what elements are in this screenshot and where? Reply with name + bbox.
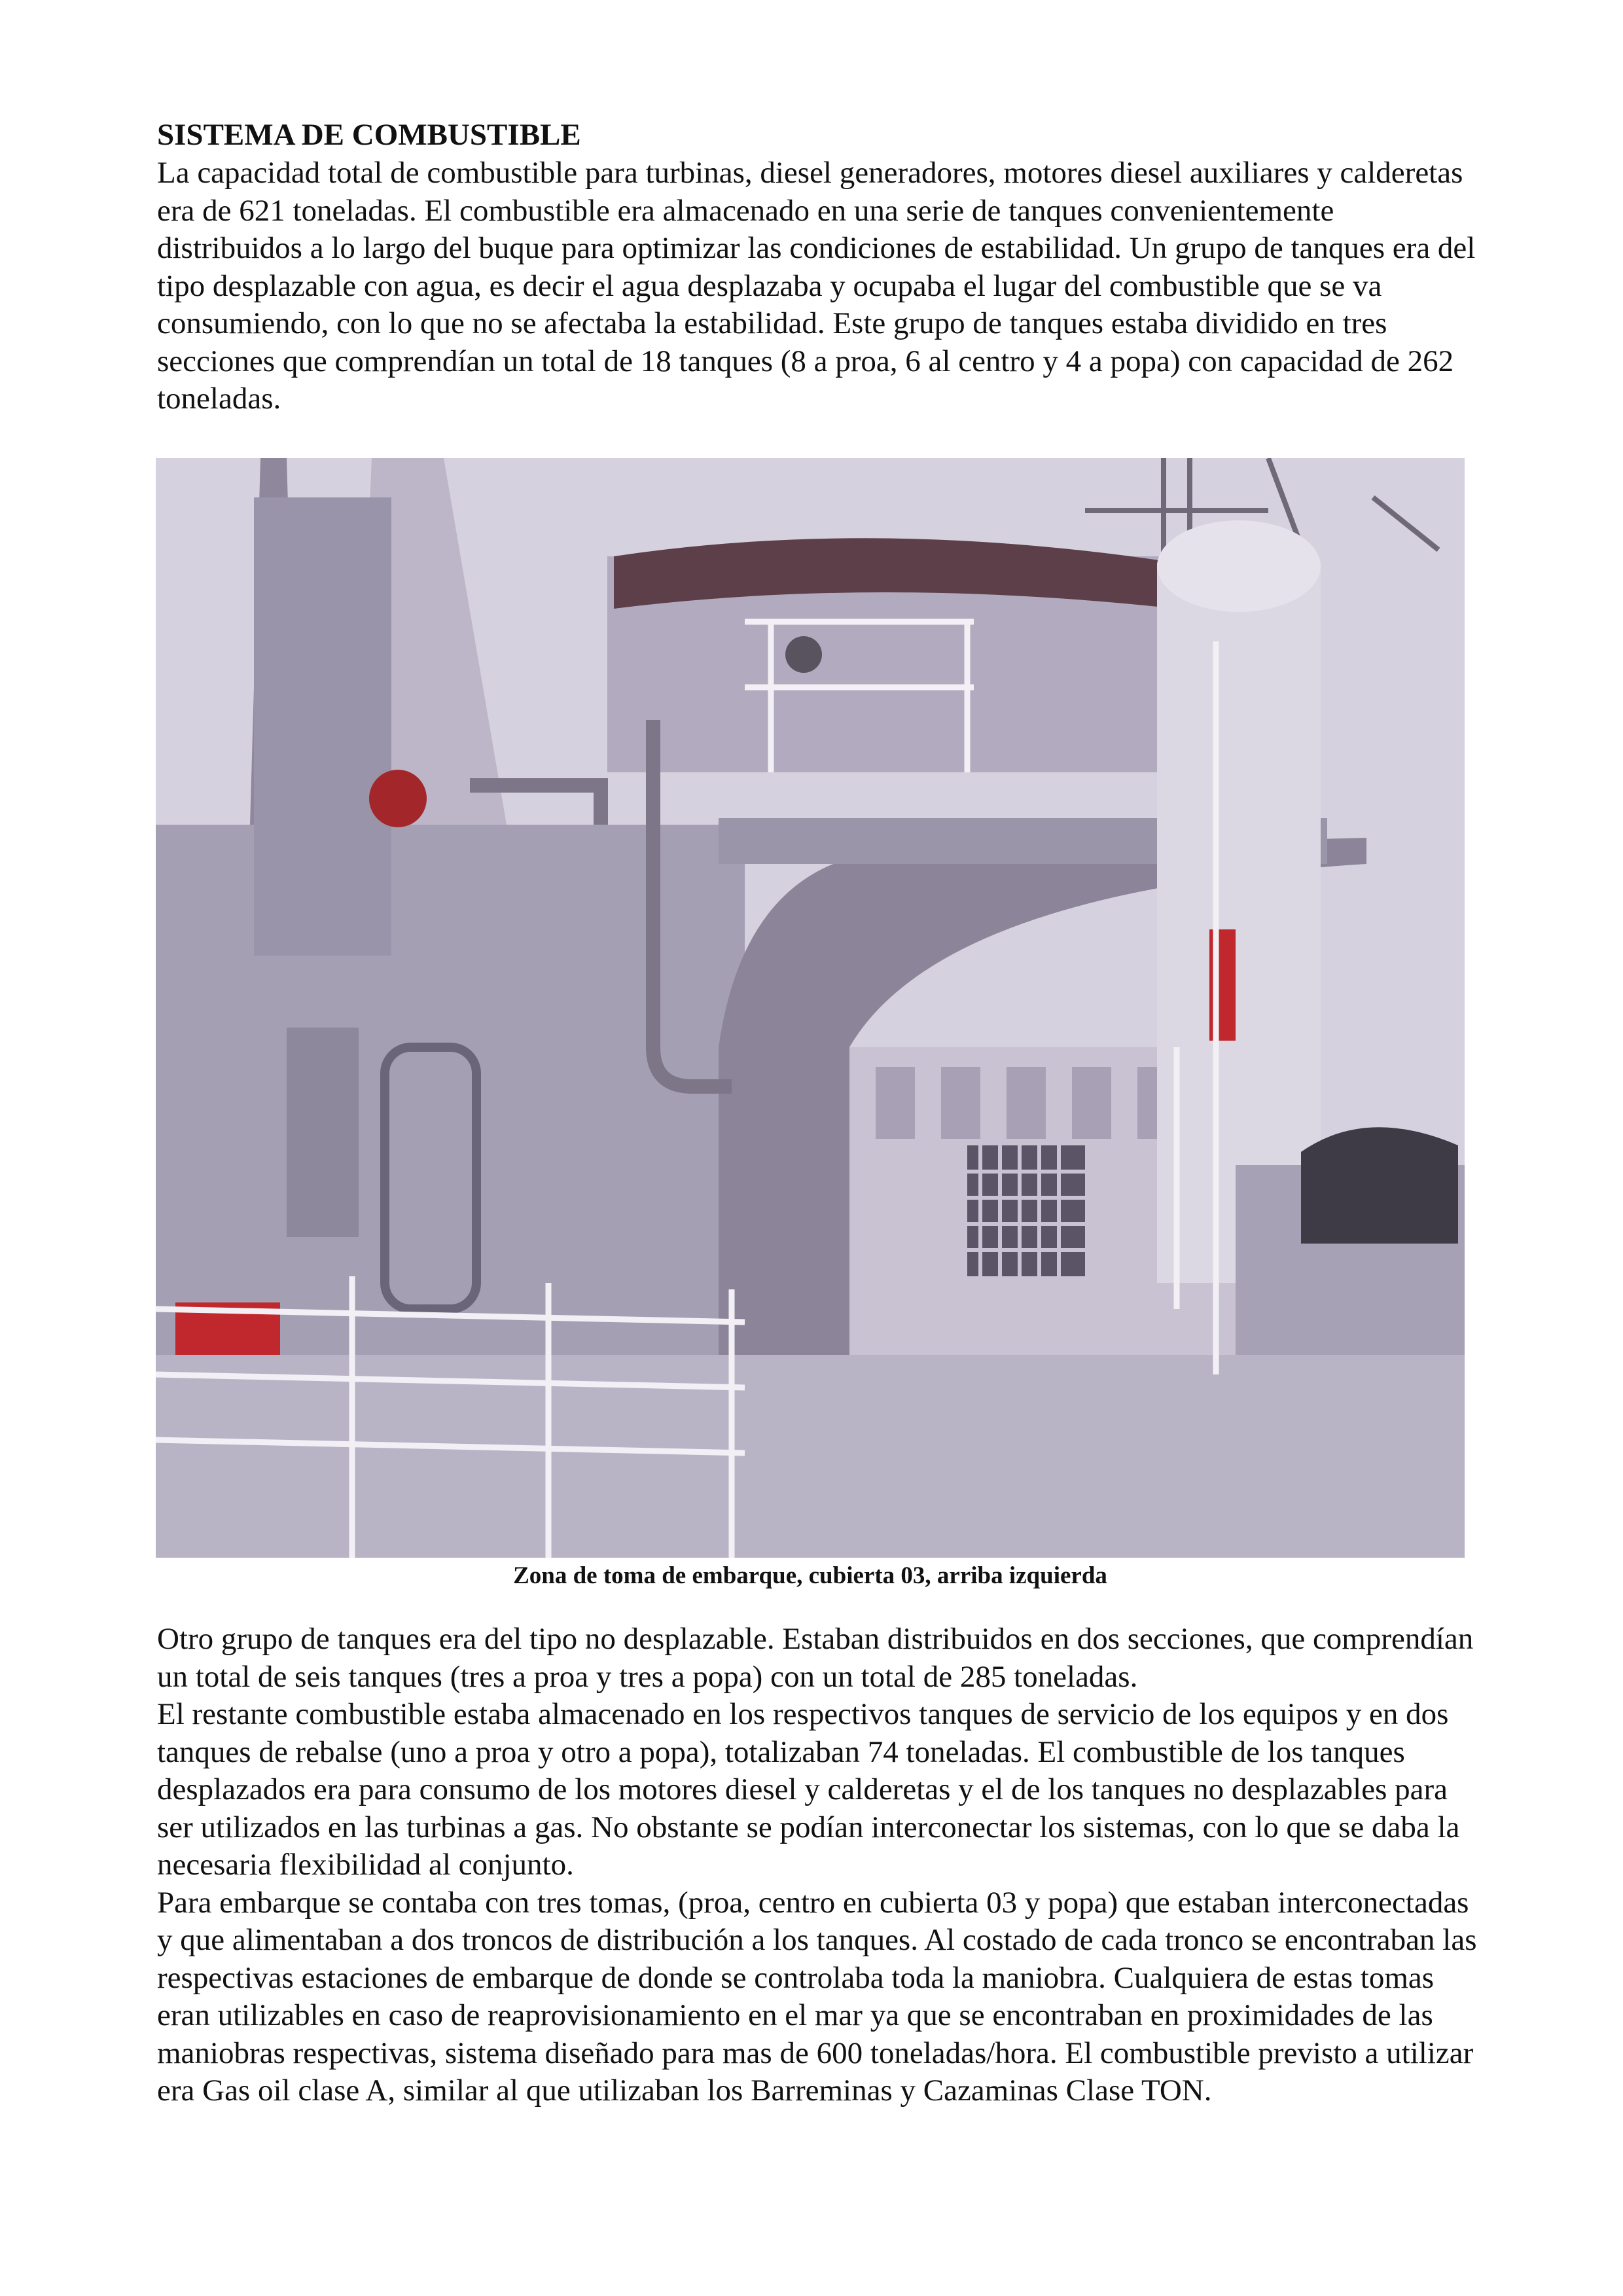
body-paragraphs bbox=[157, 1621, 1479, 2110]
paragraph-text: El restante combustible estaba almacenado en los respectivos tanques de servicio de los equipos y en dos tanques de rebalse (uno a proa y otro a popa), totalizaban 74 toneladas. El combustible de los tanques desplazados era para consumo de los motores diesel y calderetas y el de los tanques no desplazables para ser utilizados en las turbinas a gas. No obstante se podían interconectar los sistemas, con lo que se daba la necesaria flexibilidad al conjunto. bbox=[157, 1697, 1460, 1882]
ship-deck-illustration bbox=[156, 458, 1465, 1558]
ship-deck-photo bbox=[156, 458, 1465, 1558]
photo-caption: Zona de toma de embarque, cubierta 03, arriba izquierda bbox=[513, 1562, 1107, 1589]
paragraph-text: Para embarque se contaba con tres tomas, (proa, centro en cubierta 03 y popa) que estaban interconectadas y que alimentaban a dos troncos de distribución a los tanques. Al costado de cada tronco se encontraban las respectivas estaciones de embarque de donde se controlaba toda la maniobra. Cualquiera de estas tomas eran utilizables en caso de reaprovisionamiento en el mar ya que se encontraban en proximidades de las maniobras respectivas, sistema diseñado para mas de 600 toneladas/hora. El combustible previsto a utilizar era Gas oil clase A, similar al que utilizaban los Barreminas y Cazaminas Clase TON. bbox=[157, 1885, 1477, 2108]
section-heading: SISTEMA DE COMBUSTIBLE bbox=[157, 118, 581, 152]
intro-paragraph bbox=[157, 154, 1479, 418]
paragraph-text: La capacidad total de combustible para turbinas, diesel generadores, motores diesel auxiliares y calderetas era de 621 toneladas. El combustible era almacenado en una serie de tanques convenientemente distribuidos a lo largo del buque para optimizar las condiciones de estabilidad. Un grupo de tanques era del tipo desplazable con agua, es decir el agua desplazaba y ocupaba el lugar del combustible que se va consumiendo, con lo que no se afectaba la estabilidad. Este grupo de tanques estaba dividido en tres secciones que comprendían un total de 18 tanques (8 a proa, 6 al centro y 4 a popa) con capacidad de 262 toneladas. bbox=[157, 156, 1476, 416]
paragraph-text: Otro grupo de tanques era del tipo no desplazable. Estaban distribuidos en dos secciones, que comprendían un total de seis tanques (tres a proa y tres a popa) con un total de 285 toneladas. bbox=[157, 1622, 1474, 1694]
